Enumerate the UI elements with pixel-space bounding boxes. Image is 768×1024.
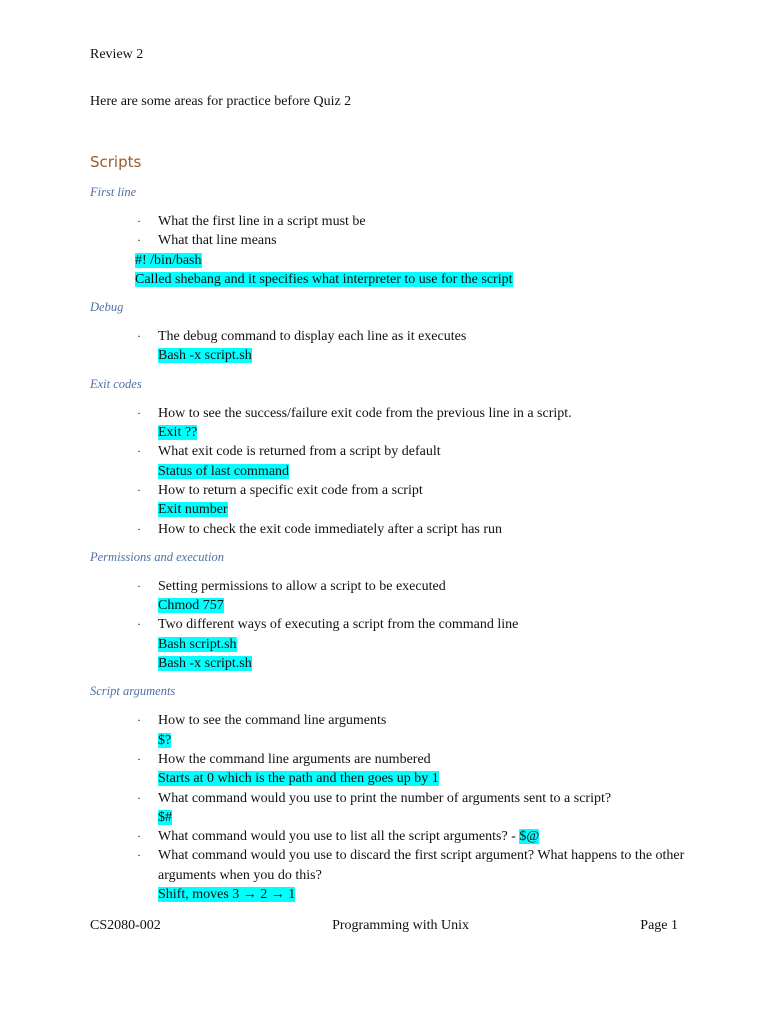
list-item (90, 577, 690, 596)
question-text: What command would you use to discard the first script argument? What happens to the other arguments when you do this? (158, 848, 685, 883)
answer-line (90, 731, 690, 750)
question-text: What command would you use to print the number of arguments sent to a script? (158, 790, 612, 806)
question-text: What command would you use to list all the script arguments? - (158, 829, 520, 845)
answer-line (90, 654, 690, 673)
subheading-debug: Debug (90, 300, 124, 315)
bullet-icon: · (137, 848, 141, 863)
list-item (90, 789, 690, 808)
answer-line (90, 769, 690, 788)
list-item (90, 231, 690, 250)
bullet-icon: · (137, 405, 141, 420)
question-text: Two different ways of executing a script from the command line (158, 617, 519, 633)
footer-course-code: CS2080-002 (90, 918, 161, 933)
answer-highlight: Called shebang and it specifies what interpreter to use for the script (135, 271, 513, 287)
bullet-icon: · (137, 790, 141, 805)
question-text: How to see the command line arguments (158, 713, 387, 729)
section-exit-codes (90, 375, 690, 539)
answer-line (90, 885, 690, 904)
bullet-icon: · (137, 751, 141, 766)
answer-highlight: #! /bin/bash (135, 252, 202, 268)
answer-line (90, 462, 690, 481)
answer-line (90, 500, 690, 519)
section-permissions (90, 548, 690, 673)
question-text: What that line means (158, 233, 277, 249)
document-title: Review 2 (90, 47, 144, 62)
section-debug (90, 298, 690, 366)
bullet-icon: · (137, 521, 141, 536)
document-content (90, 183, 690, 913)
answer-line (90, 635, 690, 654)
list-item (90, 442, 690, 461)
bullet-icon: · (137, 829, 141, 844)
answer-highlight: Exit number (158, 502, 228, 518)
answer-line (90, 251, 690, 270)
bullet-icon: · (137, 233, 141, 248)
footer-page-number: Page 1 (640, 918, 678, 933)
question-text: How to return a specific exit code from a script (158, 482, 423, 498)
subheading-exit-codes: Exit codes (90, 376, 142, 391)
answer-highlight: Exit ?? (158, 425, 198, 441)
answer-highlight: Bash script.sh (158, 636, 237, 652)
bullet-icon: · (137, 482, 141, 497)
list-item (90, 750, 690, 769)
answer-line (90, 346, 690, 365)
question-text: Setting permissions to allow a script to be executed (158, 578, 446, 594)
answer-line (90, 270, 690, 289)
bullet-icon: · (137, 617, 141, 632)
question-text: How to see the success/failure exit code from the previous line in a script. (158, 405, 572, 421)
answer-line (90, 808, 690, 827)
bullet-icon: · (137, 214, 141, 228)
footer-course-title: Programming with Unix (332, 918, 469, 933)
list-item (90, 615, 690, 634)
answer-line (90, 423, 690, 442)
list-item (90, 520, 690, 539)
first-line-list (90, 212, 690, 251)
bullet-icon: · (137, 578, 141, 593)
subheading-script-arguments: Script arguments (90, 684, 176, 699)
list-item (90, 404, 690, 423)
list-item (90, 711, 690, 730)
answer-highlight: $? (158, 732, 172, 748)
subheading-permissions: Permissions and execution (90, 549, 225, 564)
answer-highlight: Bash -x script.sh (158, 348, 252, 364)
bullet-icon: · (137, 329, 141, 344)
list-item (90, 827, 690, 846)
answer-highlight: Status of last command (158, 463, 290, 479)
answer-highlight: Shift, moves 3 → 2 → 1 (158, 887, 296, 903)
list-item (90, 846, 690, 885)
answer-highlight: Chmod 757 (158, 598, 224, 614)
answer-highlight: Bash -x script.sh (158, 656, 252, 672)
question-text: How to check the exit code immediately after a script has run (158, 521, 503, 537)
answer-highlight: $@ (519, 829, 540, 845)
question-text: What exit code is returned from a script by default (158, 444, 441, 460)
intro-text: Here are some areas for practice before Quiz 2 (90, 94, 352, 109)
subheading-first-line: First line (90, 185, 137, 199)
question-text: How the command line arguments are numbered (158, 751, 431, 767)
answer-highlight: Starts at 0 which is the path and then goes up by 1 (158, 771, 439, 787)
section-first-line (90, 183, 690, 289)
page-footer (90, 918, 678, 934)
list-item (90, 481, 690, 500)
answer-highlight: $# (158, 809, 172, 825)
list-item (90, 327, 690, 346)
list-item (90, 212, 690, 231)
bullet-icon: · (137, 713, 141, 728)
section-script-arguments (90, 682, 690, 904)
question-text: The debug command to display each line as it executes (158, 329, 467, 345)
answer-line (90, 596, 690, 615)
bullet-icon: · (137, 444, 141, 459)
question-text: What the first line in a script must be (158, 214, 366, 229)
section-heading-scripts: Scripts (90, 153, 142, 171)
